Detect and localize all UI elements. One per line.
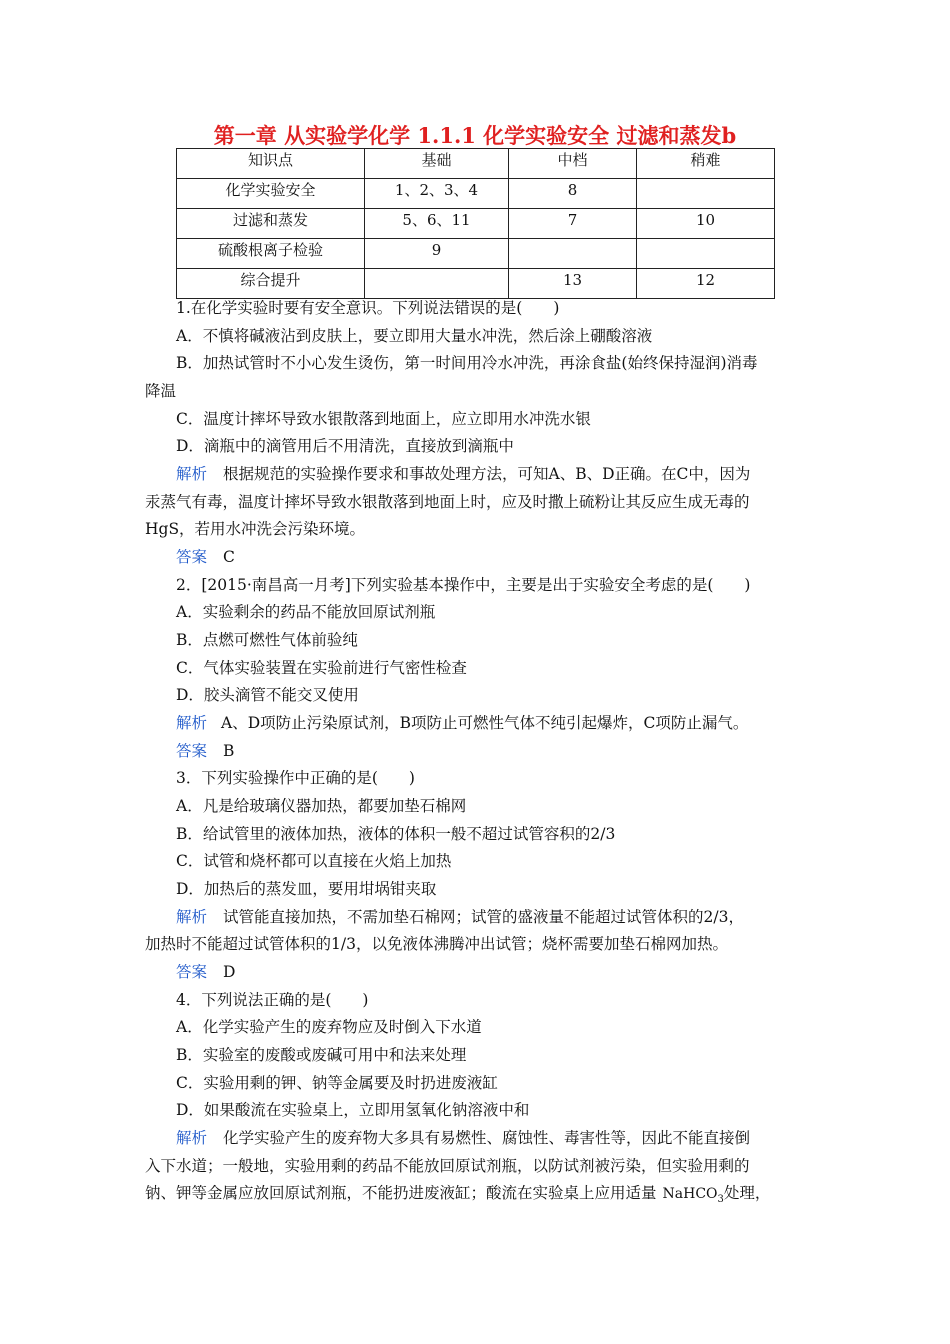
formula-nahco3 bbox=[662, 1186, 724, 1205]
question-2-analysis bbox=[176, 713, 748, 733]
table-cell: 5、6、11 bbox=[365, 209, 509, 239]
table-cell: 8 bbox=[509, 179, 637, 209]
question-4-option-d: D．如果酸流在实验桌上，立即用氢氧化钠溶液中和 bbox=[176, 1101, 530, 1119]
table-cell: 化学实验安全 bbox=[177, 179, 365, 209]
question-4-option-b: B．实验室的废酸或废碱可用中和法来处理 bbox=[176, 1046, 467, 1064]
question-3-option-d: D．加热后的蒸发皿，要用坩埚钳夹取 bbox=[176, 880, 437, 898]
table-cell bbox=[509, 239, 637, 269]
table-cell: 9 bbox=[365, 239, 509, 269]
question-4-option-a: A．化学实验产生的废弃物应及时倒入下水道 bbox=[176, 1018, 482, 1036]
question-1-stem: 1.在化学实验时要有安全意识。下列说法错误的是( ) bbox=[176, 299, 560, 317]
question-2-option-d: D．胶头滴管不能交叉使用 bbox=[176, 686, 359, 704]
table-row bbox=[177, 179, 775, 209]
question-2-option-b: B．点燃可燃性气体前验纯 bbox=[176, 631, 358, 649]
question-2-answer bbox=[176, 741, 234, 761]
question-3-option-c: C．试管和烧杯都可以直接在火焰上加热 bbox=[176, 852, 452, 870]
question-1-analysis-line-2: 汞蒸气有毒，温度计摔坏导致水银散落到地面上时，应及时撒上硫粉让其反应生成无毒的 bbox=[145, 493, 750, 511]
question-4-option-c: C．实验用剩的钾、钠等金属要及时扔进废液缸 bbox=[176, 1074, 498, 1092]
analysis-text: 化学实验产生的废弃物大多具有易燃性、腐蚀性、毒害性等，因此不能直接倒 bbox=[223, 1129, 751, 1147]
answer-value: B bbox=[223, 742, 235, 760]
question-2-option-a: A．实验剩余的药品不能放回原试剂瓶 bbox=[176, 603, 436, 621]
answer-label: 答案 bbox=[176, 963, 208, 981]
question-1-option-d: D．滴瓶中的滴管用后不用清洗，直接放到滴瓶中 bbox=[176, 437, 514, 455]
question-1-analysis-line-3: HgS，若用水冲洗会污染环境。 bbox=[145, 520, 366, 538]
table-cell bbox=[637, 239, 775, 269]
question-4-analysis bbox=[176, 1128, 750, 1148]
question-2-option-c: C．气体实验装置在实验前进行气密性检查 bbox=[176, 659, 467, 677]
question-2-stem: 2．[2015·南昌高一月考]下列实验基本操作中，主要是出于实验安全考虑的是( ) bbox=[176, 576, 751, 594]
table-cell: 7 bbox=[509, 209, 637, 239]
analysis-text-tail: 处理， bbox=[723, 1184, 771, 1202]
question-3-stem: 3．下列实验操作中正确的是( ) bbox=[176, 769, 415, 787]
question-4-stem: 4．下列说法正确的是( ) bbox=[176, 991, 369, 1009]
question-1-analysis bbox=[176, 464, 750, 484]
table-cell: 过滤和蒸发 bbox=[177, 209, 365, 239]
table-cell bbox=[637, 179, 775, 209]
question-3-analysis bbox=[176, 907, 744, 927]
table-row bbox=[177, 209, 775, 239]
analysis-text: 钠、钾等金属应放回原试剂瓶，不能扔进废液缸；酸流在实验桌上应用适量 bbox=[145, 1184, 657, 1202]
question-3-analysis-line-2: 加热时不能超过试管体积的1/3，以免液体沸腾冲出试管；烧杯需要加垫石棉网加热。 bbox=[145, 935, 728, 953]
answer-label: 答案 bbox=[176, 548, 208, 566]
analysis-label: 解析 bbox=[176, 714, 208, 732]
question-3-option-a: A．凡是给玻璃仪器加热，都要加垫石棉网 bbox=[176, 797, 467, 815]
question-1-answer bbox=[176, 547, 235, 567]
formula-text: NaHCO bbox=[662, 1186, 718, 1202]
table-header-cell: 基础 bbox=[365, 149, 509, 179]
question-4-analysis-line-3 bbox=[145, 1183, 770, 1210]
table-cell: 13 bbox=[509, 269, 637, 299]
analysis-text: 试管能直接加热，不需加垫石棉网；试管的盛液量不能超过试管体积的2/3， bbox=[223, 908, 744, 926]
question-1-option-b-continued: 降温 bbox=[145, 382, 177, 400]
table-cell: 12 bbox=[637, 269, 775, 299]
question-3-answer bbox=[176, 962, 235, 982]
knowledge-point-table bbox=[176, 148, 775, 299]
table-cell: 综合提升 bbox=[177, 269, 365, 299]
table-header-cell: 中档 bbox=[509, 149, 637, 179]
analysis-label: 解析 bbox=[176, 1129, 208, 1147]
page-title: 第一章 从实验学化学 1.1.1 化学实验安全 过滤和蒸发b bbox=[213, 123, 737, 148]
answer-label: 答案 bbox=[176, 742, 208, 760]
analysis-text: A、D项防止污染原试剂，B项防止可燃性气体不纯引起爆炸，C项防止漏气。 bbox=[221, 714, 749, 732]
table-header-cell: 稍难 bbox=[637, 149, 775, 179]
analysis-label: 解析 bbox=[176, 465, 208, 483]
analysis-text: 根据规范的实验操作要求和事故处理方法，可知A、B、D正确。在C中，因为 bbox=[223, 465, 751, 483]
table-header-cell: 知识点 bbox=[177, 149, 365, 179]
question-1-option-c: C．温度计摔坏导致水银散落到地面上，应立即用水冲洗水银 bbox=[176, 410, 591, 428]
analysis-label: 解析 bbox=[176, 908, 208, 926]
table-row bbox=[177, 239, 775, 269]
table-cell bbox=[365, 269, 509, 299]
table-cell: 1、2、3、4 bbox=[365, 179, 509, 209]
answer-value: D bbox=[223, 963, 236, 981]
table-header-row bbox=[177, 149, 775, 179]
table-row bbox=[177, 269, 775, 299]
question-1-option-b: B．加热试管时不小心发生烫伤，第一时间用冷水冲洗，再涂食盐(始终保持湿润)消毒 bbox=[176, 354, 758, 372]
formula-subscript: 3 bbox=[717, 1193, 724, 1205]
answer-value: C bbox=[223, 548, 235, 566]
question-1-option-a: A．不慎将碱液沾到皮肤上，要立即用大量水冲洗，然后涂上硼酸溶液 bbox=[176, 327, 653, 345]
question-3-option-b: B．给试管里的液体加热，液体的体积一般不超过试管容积的2/3 bbox=[176, 825, 616, 843]
table-cell: 硫酸根离子检验 bbox=[177, 239, 365, 269]
question-4-analysis-line-2: 入下水道；一般地，实验用剩的药品不能放回原试剂瓶，以防试剂被污染，但实验用剩的 bbox=[145, 1157, 750, 1175]
table-cell: 10 bbox=[637, 209, 775, 239]
